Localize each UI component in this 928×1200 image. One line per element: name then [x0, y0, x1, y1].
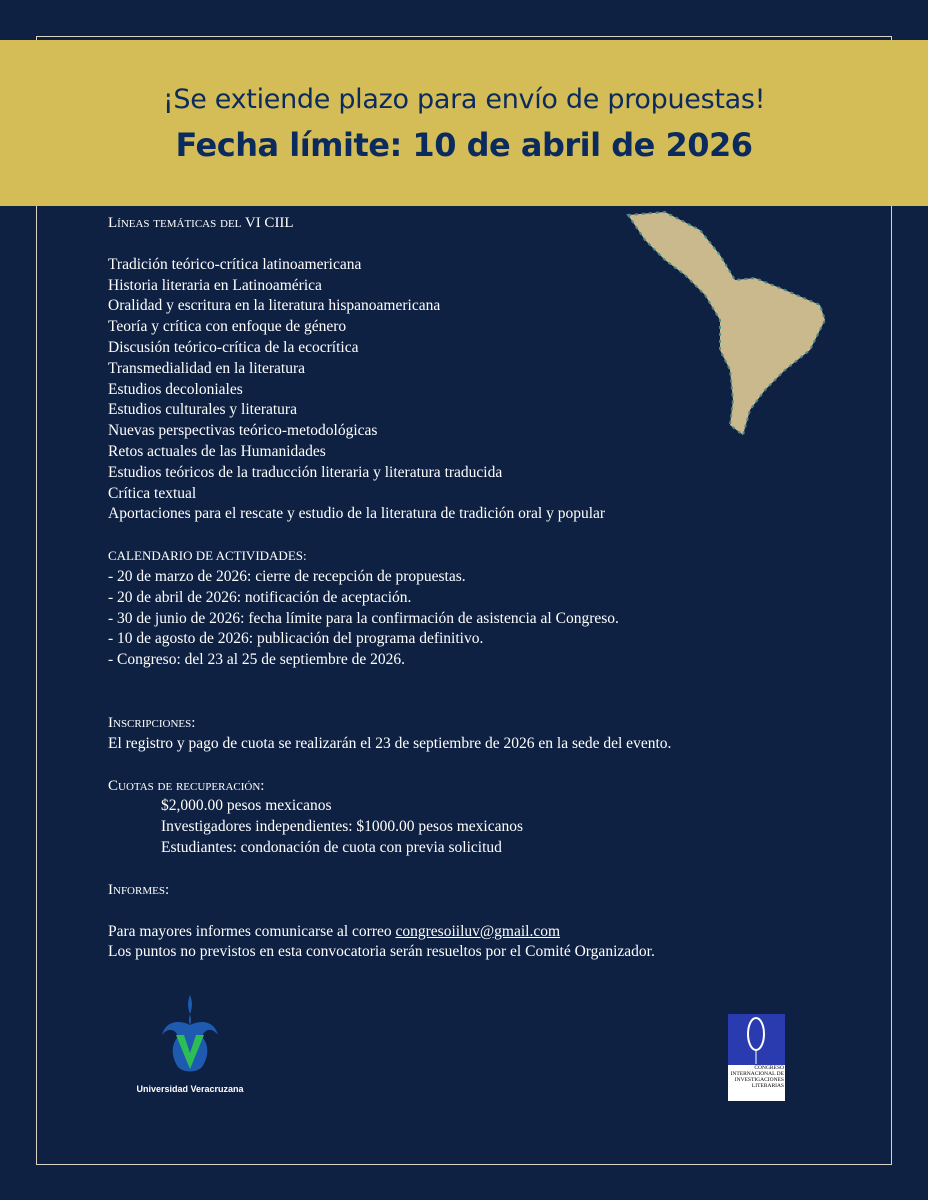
calendario-title: CALENDARIO DE ACTIVIDADES: [108, 548, 307, 564]
list-item: - Congreso: del 23 al 25 de septiembre de 2026. [108, 651, 406, 669]
list-item: - 20 de marzo de 2026: cierre de recepción de propuestas. [108, 567, 466, 585]
list-item: Crítica textual [108, 484, 197, 502]
ciil-text: LITERARIAS [751, 1083, 784, 1089]
lineas-title: Líneas temáticas del VI CIIL [108, 215, 294, 231]
list-item: Nuevas perspectivas teórico-metodológicas [108, 422, 378, 440]
informes-text: Para mayores informes comunicarse al correo [108, 922, 396, 940]
list-item: $2,000.00 pesos mexicanos [161, 797, 332, 815]
list-item: - 30 de junio de 2026: fecha límite para la confirmación de asistencia al Congreso. [108, 609, 619, 627]
list-item: Historia literaria en Latinoamérica [108, 276, 322, 294]
list-item: Transmedialidad en la literatura [108, 359, 305, 377]
list-item: Estudios decoloniales [108, 380, 243, 398]
informes-title: Informes: [108, 881, 170, 898]
list-item: Estudios culturales y literatura [108, 401, 297, 419]
uv-logo [130, 995, 250, 1094]
list-item: - 10 de agosto de 2026: publicación del programa definitivo. [108, 630, 484, 648]
inscripciones-text: El registro y pago de cuota se realizarán el 23 de septiembre de 2026 en la sede del evento. [108, 734, 672, 752]
list-item: Investigadores independientes: $1000.00 pesos mexicanos [161, 818, 524, 836]
list-item: Tradición teórico-crítica latinoamericana [108, 255, 362, 273]
list-item: - 20 de abril de 2026: notificación de aceptación. [108, 588, 412, 606]
list-item: Estudios teóricos de la traducción literaria y literatura traducida [108, 463, 503, 481]
peacock-feather-icon [728, 1014, 785, 1065]
inscripciones-title: Inscripciones: [108, 714, 196, 731]
uv-label: Universidad Veracruzana [136, 1084, 244, 1094]
deadline-banner [0, 40, 928, 206]
list-item: Retos actuales de las Humanidades [108, 442, 326, 460]
informes-note: Los puntos no previstos en esta convocatoria serán resueltos por el Comité Organizador. [108, 943, 655, 961]
ciil-text: CONGRESO [754, 1065, 784, 1071]
banner-deadline: Fecha límite: 10 de abril de 2026 [175, 126, 753, 164]
uv-fleur-icon [158, 995, 222, 1075]
list-item: Oralidad y escritura en la literatura hispanoamericana [108, 297, 441, 315]
ciil-text: INVESTIGACIONES [734, 1077, 784, 1083]
cuotas-title: Cuotas de recuperación: [108, 777, 265, 794]
email-link[interactable]: congresoiiluv@gmail.com [395, 922, 561, 940]
ciil-logo [728, 1014, 785, 1101]
list-item: Estudiantes: condonación de cuota con previa solicitud [161, 838, 502, 856]
list-item: Discusión teórico-crítica de la ecocrítica [108, 338, 359, 356]
list-item: Teoría y crítica con enfoque de género [108, 318, 347, 336]
banner-headline: ¡Se extiende plazo para envío de propuestas! [162, 84, 766, 115]
list-item: Aportaciones para el rescate y estudio de la literatura de tradición oral y popular [108, 505, 606, 523]
lineas-section [108, 213, 671, 963]
ciil-text: INTERNACIONAL DE [730, 1071, 784, 1077]
